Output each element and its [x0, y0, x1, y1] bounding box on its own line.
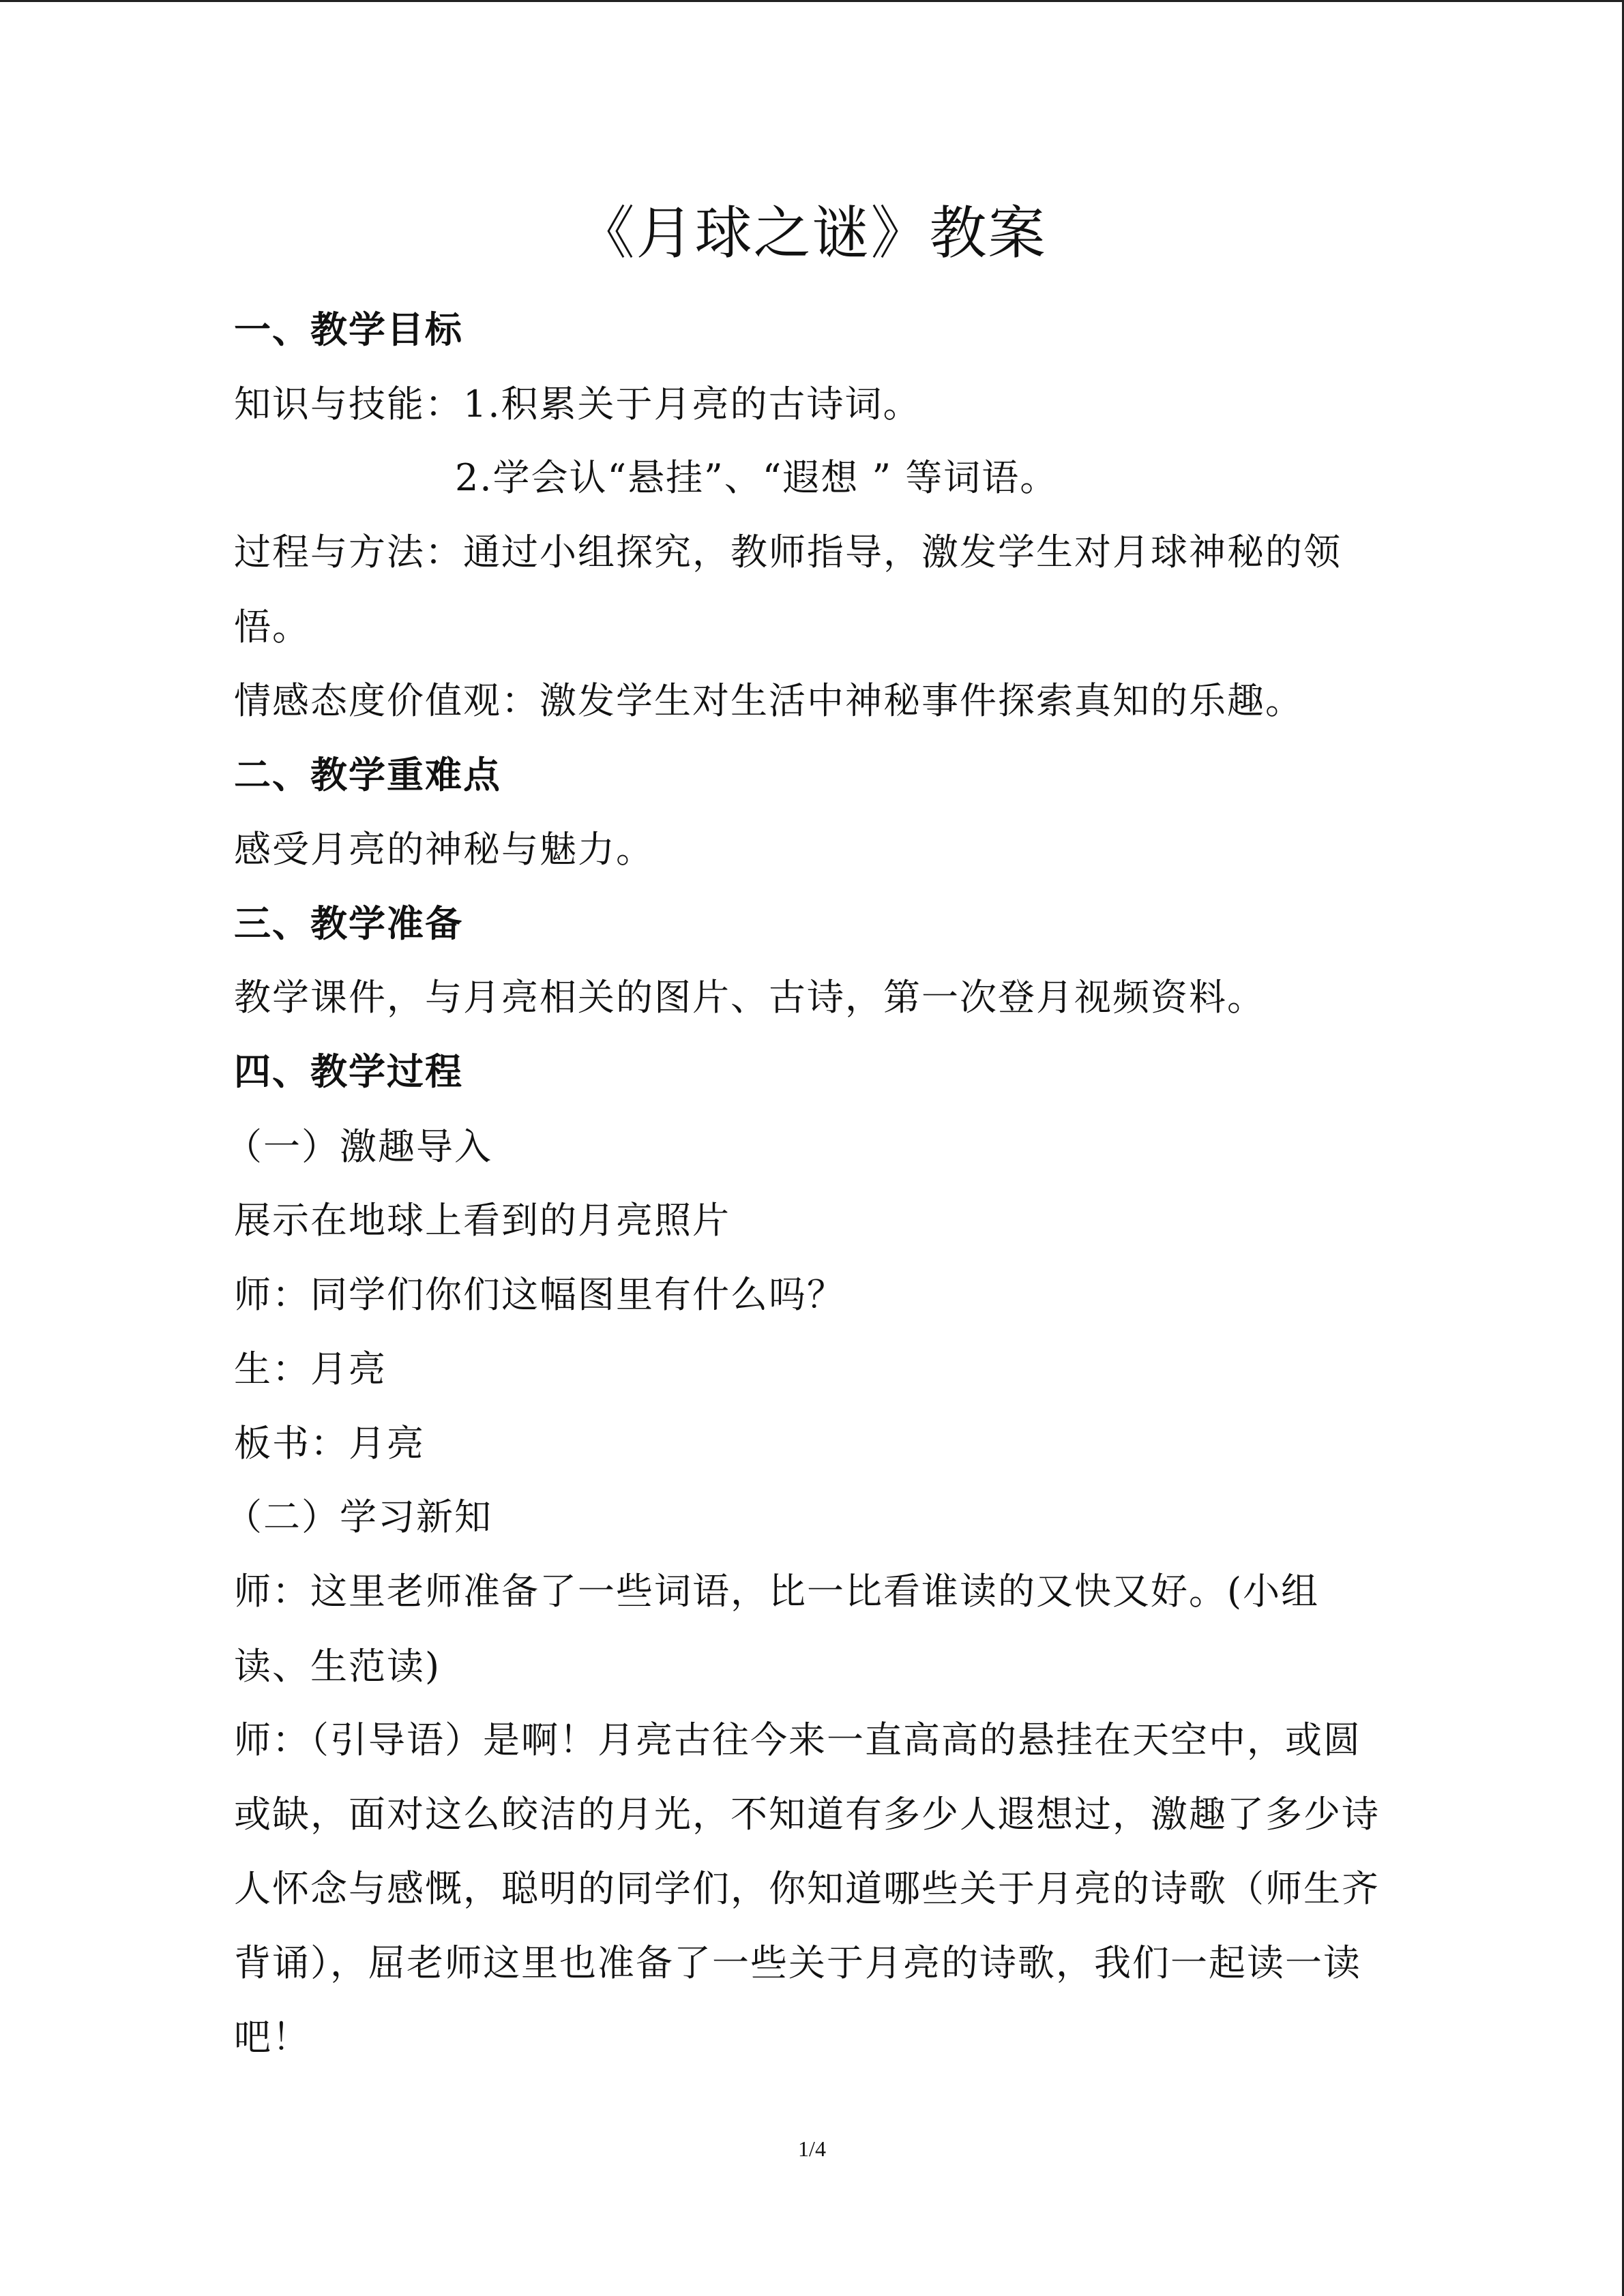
heading-teaching-process: 四、教学过程	[234, 1050, 463, 1093]
process-part-1-title: （一）激趣导入	[225, 1125, 492, 1168]
objective-process-line-2: 悟。	[234, 606, 310, 648]
key-points-text: 感受月亮的神秘与魅力。	[234, 828, 654, 871]
process-line: 背诵），屈老师这里也准备了一些关于月亮的诗歌，我们一起读一读	[234, 1941, 1361, 1984]
process-line: 板书：月亮	[234, 1422, 425, 1465]
process-part-2-title: （二）学习新知	[225, 1495, 492, 1538]
process-line: 师：同学们你们这幅图里有什么吗？	[234, 1273, 845, 1316]
page-number: 1/4	[798, 2136, 826, 2161]
process-line: 展示在地球上看到的月亮照片	[234, 1199, 730, 1242]
preparation-text: 教学课件，与月亮相关的图片、古诗，第一次登月视频资料。	[234, 976, 1265, 1019]
process-line: 师：（引导语）是啊！月亮古往今来一直高高的悬挂在天空中，或圆	[234, 1718, 1361, 1761]
heading-objectives: 一、教学目标	[234, 308, 463, 351]
process-line: 或缺，面对这么皎洁的月光，不知道有多少人遐想过，激趣了多少诗	[234, 1793, 1380, 1836]
process-line: 生：月亮	[234, 1347, 387, 1390]
heading-key-points: 二、教学重难点	[234, 754, 501, 796]
heading-preparation: 三、教学准备	[234, 902, 463, 945]
document-title: 《月球之谜》教案	[577, 200, 1047, 267]
process-line: 读、生范读)	[234, 1645, 441, 1688]
objective-process-line-1: 过程与方法：通过小组探究，教师指导，激发学生对月球神秘的领	[234, 531, 1342, 573]
process-line: 人怀念与感慨，聪明的同学们，你知道哪些关于月亮的诗歌（师生齐	[234, 1867, 1380, 1910]
process-line: 吧！	[234, 2016, 310, 2059]
objective-knowledge-line-1: 知识与技能：1.积累关于月亮的古诗词。	[234, 383, 921, 426]
objective-knowledge-line-2: 2.学会认“悬挂”、“遐想 ” 等词语。	[455, 456, 1059, 499]
process-line: 师：这里老师准备了一些词语，比一比看谁读的又快又好。(小组	[234, 1570, 1320, 1613]
objective-emotion-line: 情感态度价值观：激发学生对生活中神秘事件探索真知的乐趣。	[234, 679, 1303, 722]
